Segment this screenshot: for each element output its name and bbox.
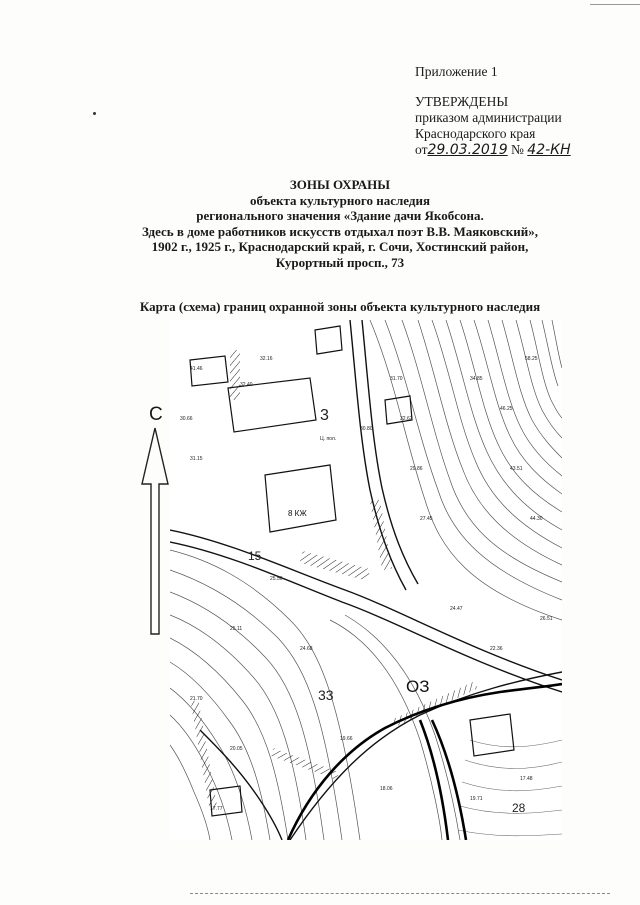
svg-text:30.80: 30.80 bbox=[360, 426, 373, 432]
svg-text:25.11: 25.11 bbox=[230, 626, 243, 632]
svg-text:58.25: 58.25 bbox=[525, 356, 538, 362]
number-prefix: № bbox=[511, 142, 524, 157]
document-title bbox=[60, 177, 620, 270]
date-prefix: от bbox=[415, 142, 428, 157]
parcel-15-label: 15 bbox=[248, 549, 262, 563]
svg-text:18.06: 18.06 bbox=[380, 786, 393, 792]
scan-speck bbox=[93, 112, 96, 115]
scan-edge-line bbox=[590, 4, 640, 5]
svg-text:32.16: 32.16 bbox=[260, 356, 273, 362]
svg-text:20.05: 20.05 bbox=[230, 746, 243, 752]
svg-text:32.40: 32.40 bbox=[240, 382, 253, 388]
svg-text:29.86: 29.86 bbox=[410, 466, 423, 472]
appendix-label: Приложение 1 bbox=[415, 64, 498, 79]
title-line-5: 1902 г., 1925 г., Краснодарский край, г. Сочи, Хостинский район, bbox=[151, 239, 529, 254]
svg-text:44.30: 44.30 bbox=[530, 516, 543, 522]
svg-text:41.46: 41.46 bbox=[190, 366, 203, 372]
svg-text:43.51: 43.51 bbox=[510, 466, 523, 472]
order-date: 29.03.2019 bbox=[427, 142, 508, 158]
svg-text:27.45: 27.45 bbox=[420, 516, 433, 522]
svg-text:34.85: 34.85 bbox=[470, 376, 483, 382]
parcel-3-label: 3 bbox=[320, 407, 329, 424]
svg-text:32.62: 32.62 bbox=[400, 416, 413, 422]
svg-text:19.71: 19.71 bbox=[470, 796, 483, 802]
order-date-line bbox=[415, 142, 630, 158]
title-line-2: объекта культурного наследия bbox=[250, 192, 430, 208]
order-line-1: приказом администрации bbox=[415, 110, 562, 125]
map-caption: Карта (схема) границ охранной зоны объекта культурного наследия bbox=[139, 299, 541, 314]
svg-text:31.70: 31.70 bbox=[390, 376, 403, 382]
svg-text:21.70: 21.70 bbox=[190, 696, 203, 702]
approval-block bbox=[415, 64, 630, 158]
north-arrow-icon bbox=[140, 426, 170, 636]
parcel-28-label: 28 bbox=[512, 801, 526, 815]
approved-label: УТВЕРЖДЕНЫ bbox=[415, 94, 509, 109]
parcel-33-label: 33 bbox=[318, 687, 334, 703]
svg-text:17.77: 17.77 bbox=[210, 806, 223, 812]
title-line-4: Здесь в доме работников искусств отдыхал поэт В.В. Маяковский», bbox=[141, 223, 538, 239]
svg-text:46.25: 46.25 bbox=[500, 406, 513, 412]
svg-text:25.56: 25.56 bbox=[270, 576, 283, 582]
building-label: 8 КЖ bbox=[288, 509, 307, 518]
svg-text:Ц. пол.: Ц. пол. bbox=[320, 436, 337, 442]
scan-edge-line-bottom bbox=[190, 893, 610, 895]
svg-text:30.66: 30.66 bbox=[180, 416, 193, 422]
title-line-3: регионального значения «Здание дачи Якобсона. bbox=[196, 208, 484, 223]
svg-text:24.68: 24.68 bbox=[300, 646, 313, 652]
map-drawing bbox=[170, 320, 562, 840]
svg-text:26.51: 26.51 bbox=[540, 616, 553, 622]
svg-text:31.15: 31.15 bbox=[190, 456, 203, 462]
topographic-map bbox=[170, 320, 562, 840]
north-label: С bbox=[149, 404, 163, 425]
order-number: 42-КН bbox=[527, 142, 571, 158]
order-line-2: Краснодарского края bbox=[415, 126, 536, 141]
title-line-6: Курортный просп., 73 bbox=[275, 254, 405, 270]
svg-text:17.48: 17.48 bbox=[520, 776, 533, 782]
zone-label-oz: ОЗ bbox=[406, 677, 430, 696]
svg-text:19.66: 19.66 bbox=[340, 736, 353, 742]
title-heading: ЗОНЫ ОХРАНЫ bbox=[289, 177, 391, 192]
svg-text:24.47: 24.47 bbox=[450, 606, 463, 612]
svg-text:22.36: 22.36 bbox=[490, 646, 503, 652]
